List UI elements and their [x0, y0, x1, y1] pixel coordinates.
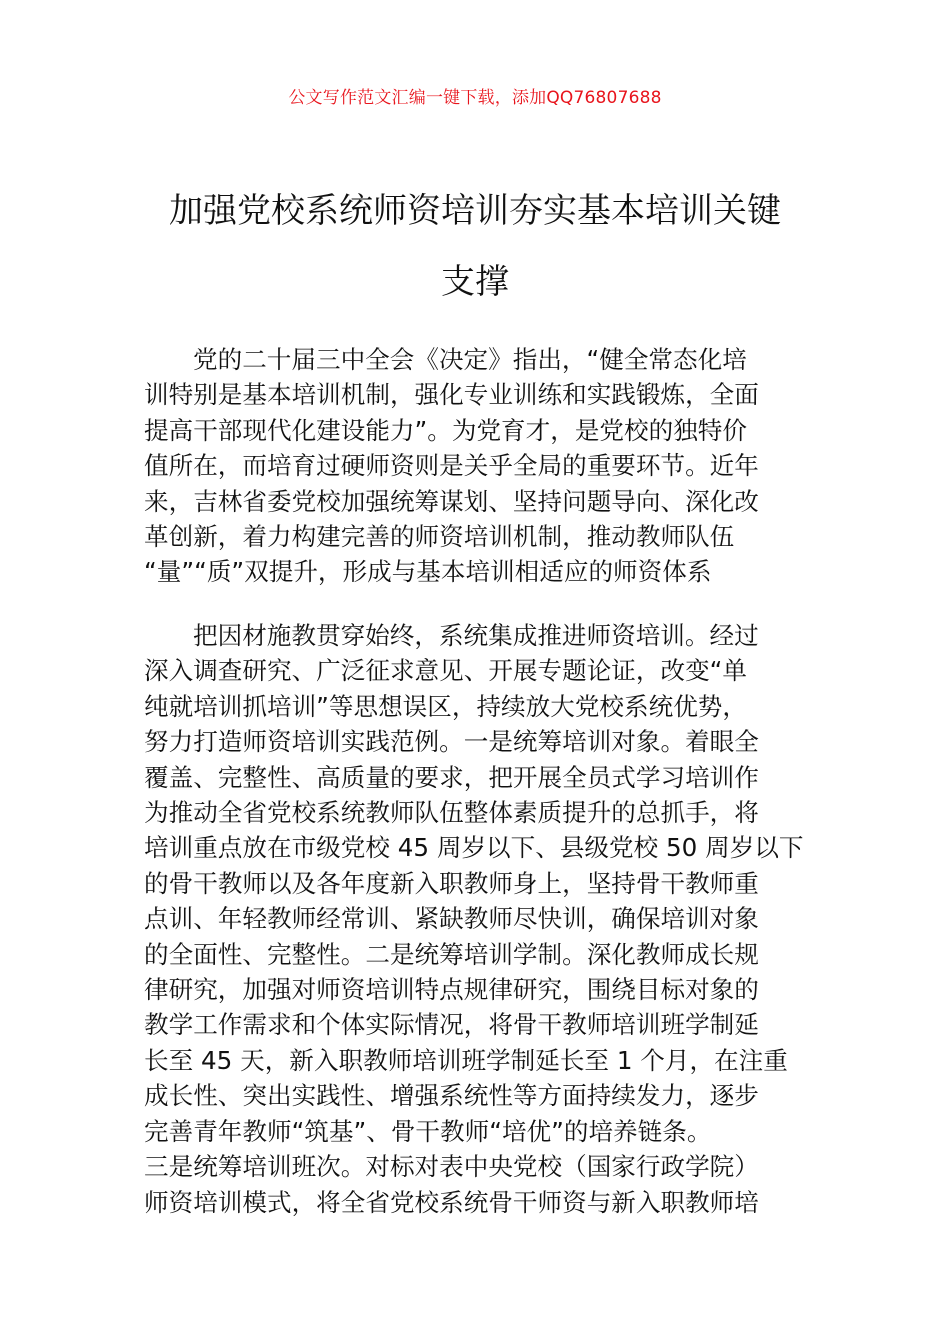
- paragraph-line: 提高干部现代化建设能力”。为党育才，是党校的独特价: [144, 415, 747, 445]
- paragraph-line: 把因材施教贯穿始终，系统集成推进师资培训。经过: [193, 621, 759, 650]
- paragraph-1: [144, 342, 806, 590]
- paragraph-line: 革创新，着力构建完善的师资培训机制，推动教师队伍: [144, 522, 735, 552]
- title-line-1: 加强党校系统师资培训夯实基本培训关键: [169, 191, 781, 231]
- paragraph-line: 点训、年轻教师经常训、紧缺教师尽快训，确保培训对象: [144, 904, 759, 934]
- title-line-2: 支撑: [441, 262, 509, 302]
- watermark-banner: 公文写作范文汇编一键下载，添加QQ76807688: [288, 88, 662, 108]
- paragraph-line: 教学工作需求和个体实际情况，将骨干教师培训班学制延: [144, 1010, 759, 1040]
- paragraph-line: 为推动全省党校系统教师队伍整体素质提升的总抓手，将: [144, 798, 759, 828]
- paragraph-line: “量”“质”双提升，形成与基本培训相适应的师资体系: [144, 557, 712, 587]
- paragraph-line: 长至 45 天，新入职教师培训班学制延长至 1 个月，在注重: [144, 1045, 788, 1075]
- paragraph-line: 完善青年教师“筑基”、骨干教师“培优”的培养链条。: [144, 1116, 712, 1146]
- paragraph-line: 纯就培训抓培训”等思想误区，持续放大党校系统优势，: [144, 691, 747, 721]
- paragraph-line: 的全面性、完整性。二是统筹培训学制。深化教师成长规: [144, 939, 759, 969]
- paragraph-line: 师资培训模式，将全省党校系统骨干师资与新入职教师培: [144, 1187, 759, 1217]
- paragraph-line: 三是统筹培训班次。对标对表中央党校（国家行政学院）: [144, 1152, 759, 1182]
- paragraph-line: 律研究，加强对师资培训特点规律研究，围绕目标对象的: [144, 975, 759, 1005]
- document-title: [140, 176, 810, 318]
- paragraph-line: 深入调查研究、广泛征求意见、开展专题论证，改变“单: [144, 656, 747, 686]
- paragraph-line: 来，吉林省委党校加强统筹谋划、坚持问题导向、深化改: [144, 486, 759, 516]
- paragraph-line: 的骨干教师以及各年度新入职教师身上，坚持骨干教师重: [144, 868, 759, 898]
- paragraph-line: 培训重点放在市级党校 45 周岁以下、县级党校 50 周岁以下: [144, 833, 804, 863]
- paragraph-2: [144, 618, 806, 1220]
- paragraph-line: 成长性、突出实践性、增强系统性等方面持续发力，逐步: [144, 1081, 759, 1111]
- paragraph-line: 努力打造师资培训实践范例。一是统筹培训对象。着眼全: [144, 727, 759, 757]
- paragraph-line: 覆盖、完整性、高质量的要求，把开展全员式学习培训作: [144, 762, 759, 792]
- paragraph-line: 党的二十届三中全会《决定》指出，“健全常态化培: [193, 345, 747, 374]
- paragraph-line: 训特别是基本培训机制，强化专业训练和实践锻炼，全面: [144, 380, 759, 410]
- paragraph-line: 值所在，而培育过硬师资则是关乎全局的重要环节。近年: [144, 451, 759, 481]
